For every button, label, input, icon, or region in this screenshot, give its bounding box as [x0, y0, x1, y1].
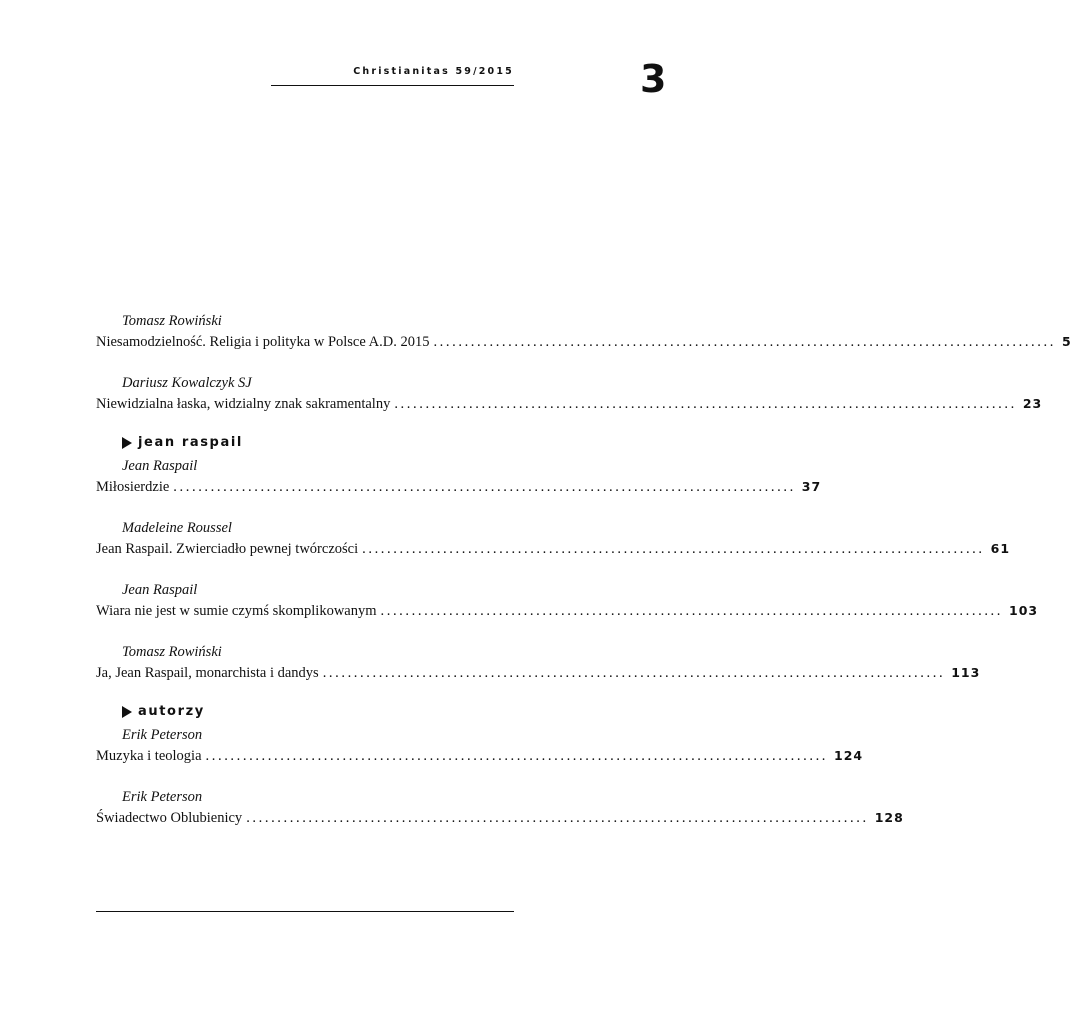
- dot-leader: ....................................................................................................: [322, 665, 946, 681]
- running-head: Christianitas 59/2015: [353, 66, 514, 77]
- triangle-right-icon: [122, 437, 132, 449]
- toc-page-number: 124: [834, 748, 864, 763]
- toc-page-number: 61: [990, 541, 1011, 556]
- toc-page-number: 113: [951, 665, 981, 680]
- toc-page-number: 23: [1022, 396, 1043, 411]
- page-number: 3: [640, 57, 667, 101]
- dot-leader: ....................................................................................................: [246, 810, 869, 826]
- toc-title: Muzyka i teologia: [96, 748, 202, 764]
- footer-rule: [96, 911, 514, 912]
- toc-entry[interactable]: [96, 540, 1011, 558]
- toc-title: Miłosierdzie: [96, 479, 170, 495]
- toc-title: Świadectwo Oblubienicy: [96, 810, 243, 826]
- toc-title: Niesamodzielność. Religia i polityka w Polsce A.D. 2015: [96, 334, 430, 350]
- section-heading-label: autorzy: [138, 704, 205, 719]
- toc-title: Jean Raspail. Zwierciadło pewnej twórczości: [96, 541, 359, 557]
- toc-title: Ja, Jean Raspail, monarchista i dandys: [96, 665, 319, 681]
- toc-title: Wiara nie jest w sumie czymś skomplikowanym: [96, 603, 377, 619]
- toc-author: Erik Peterson: [122, 789, 203, 805]
- dot-leader: ....................................................................................................: [394, 396, 1017, 412]
- header-rule: [271, 85, 514, 86]
- toc-author: Tomasz Rowiński: [122, 644, 222, 660]
- toc-page-number: 5: [1061, 334, 1072, 349]
- dot-leader: ....................................................................................................: [205, 748, 829, 764]
- toc-entry[interactable]: [96, 478, 822, 496]
- toc-entry[interactable]: [96, 747, 864, 765]
- toc-author: Jean Raspail: [122, 582, 198, 598]
- toc-page-number: 37: [801, 479, 822, 494]
- toc-author: Tomasz Rowiński: [122, 313, 222, 329]
- dot-leader: ....................................................................................................: [433, 334, 1056, 350]
- toc-entry[interactable]: [96, 809, 904, 827]
- toc-page-number: 103: [1009, 603, 1039, 618]
- toc-page-number: 128: [874, 810, 904, 825]
- toc-author: Erik Peterson: [122, 727, 203, 743]
- toc-entry[interactable]: [96, 664, 981, 682]
- toc-title: Niewidzialna łaska, widzialny znak sakramentalny: [96, 396, 391, 412]
- toc-entry[interactable]: [96, 602, 1039, 620]
- dot-leader: ....................................................................................................: [362, 541, 985, 557]
- section-heading: [122, 705, 205, 718]
- dot-leader: ....................................................................................................: [380, 603, 1003, 619]
- toc-entry[interactable]: [96, 395, 1043, 413]
- section-heading-label: jean raspail: [138, 435, 243, 450]
- section-heading: [122, 436, 243, 449]
- triangle-right-icon: [122, 706, 132, 718]
- toc-author: Jean Raspail: [122, 458, 198, 474]
- toc-author: Madeleine Roussel: [122, 520, 232, 536]
- dot-leader: ....................................................................................................: [173, 479, 796, 495]
- toc-entry[interactable]: [96, 333, 1072, 351]
- toc-author: Dariusz Kowalczyk SJ: [122, 375, 252, 391]
